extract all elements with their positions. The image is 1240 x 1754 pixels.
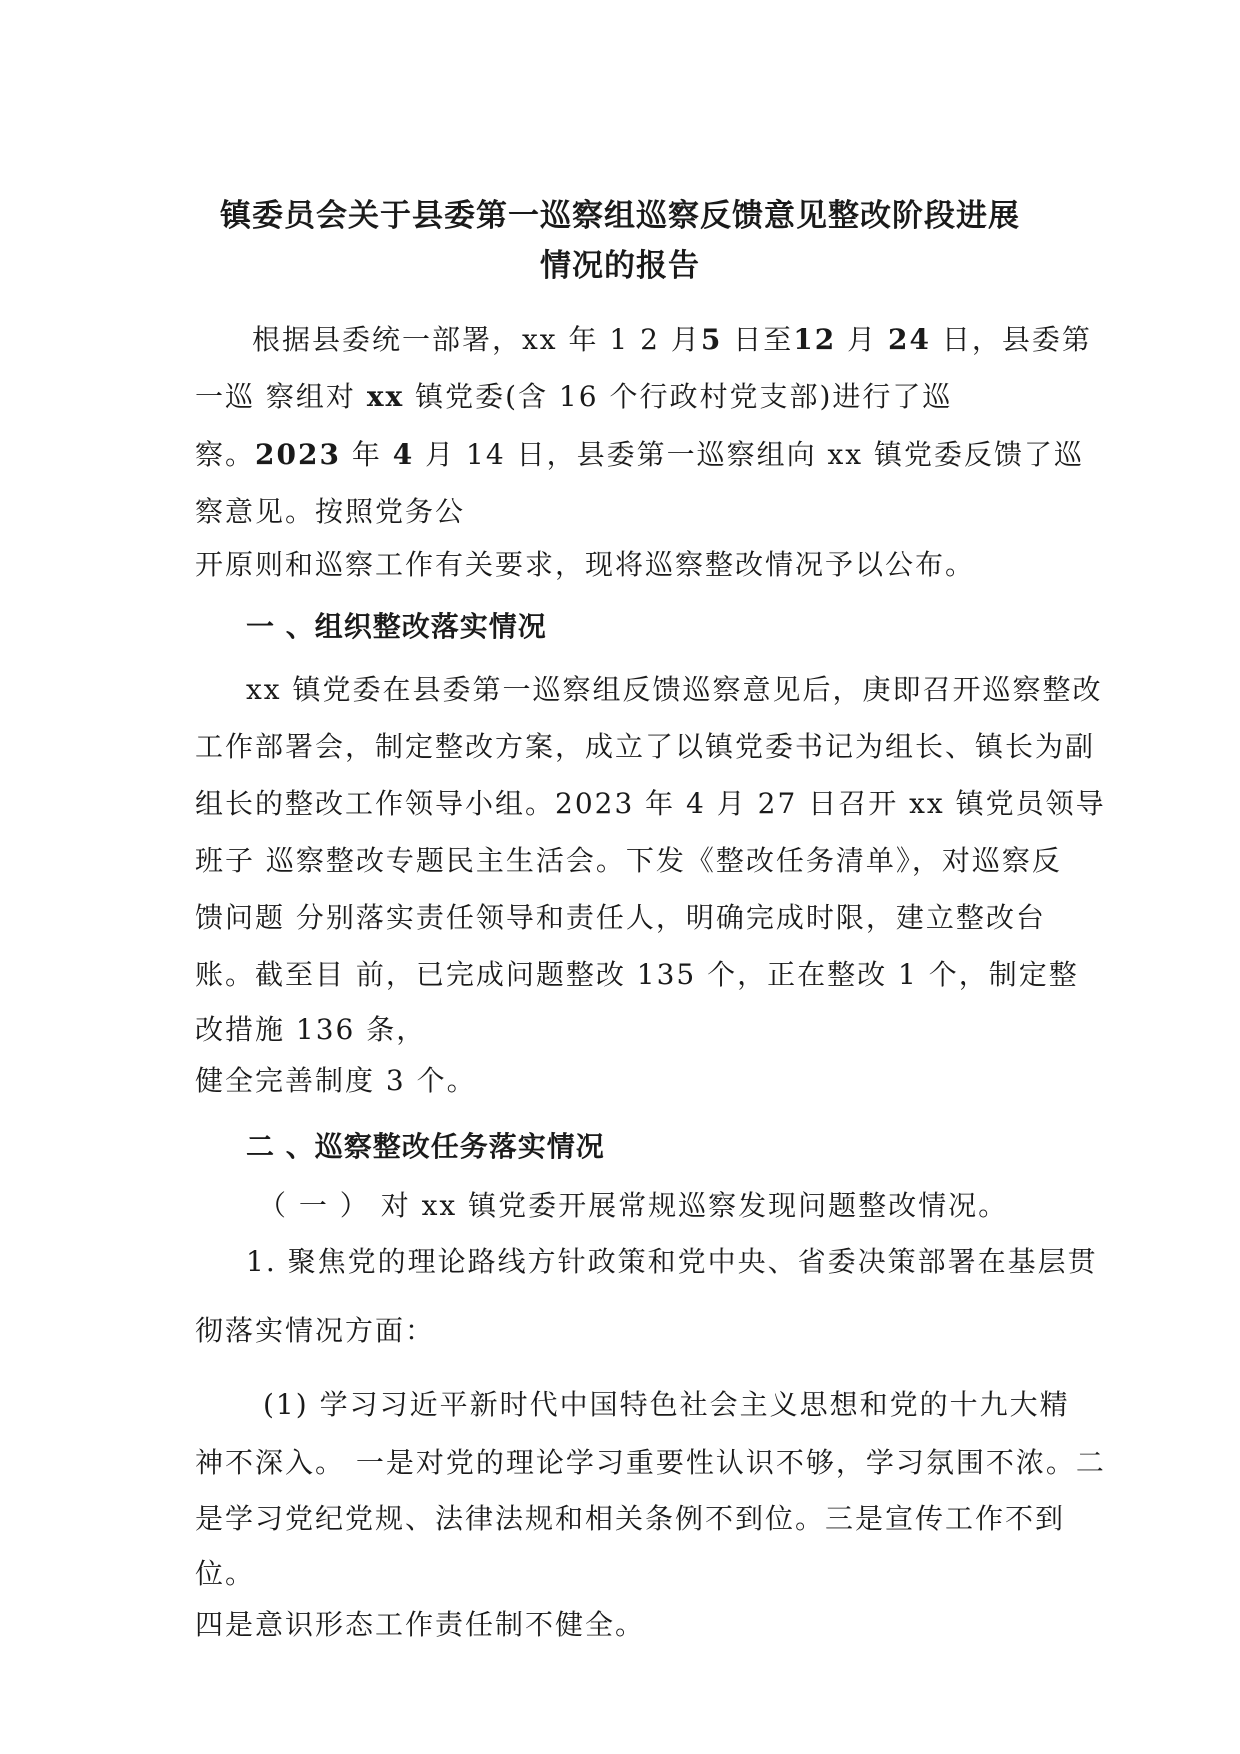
point-1-line-1: (1) 学习习近平新时代中国特色社会主义思想和党的十九大精 — [263, 1388, 1070, 1421]
intro-text: 2023 — [255, 438, 341, 471]
intro-text: 4 — [392, 438, 415, 471]
section-1-line-8: 健全完善制度 3 个。 — [195, 1064, 477, 1097]
section-2-item-1-line-2: 彻落实情况方面： — [195, 1314, 436, 1347]
section-1-line-4: 班子 巡察整改专题民主生活会。下发《整改任务清单》，对巡察反 — [195, 844, 1062, 877]
intro-text: 12 — [793, 323, 837, 356]
section-1-line-6: 账。截至目 前，已完成问题整改 135 个，正在整改 1 个，制定整 — [195, 958, 1079, 991]
section-1-line-3: 组长的整改工作领导小组。2023 年 4 月 27 日召开 xx 镇党员领导 — [195, 787, 1106, 820]
intro-text: 镇党委(含 16 个行政村党支部)进行了巡 — [404, 380, 953, 413]
point-1-line-4: 位。 — [195, 1557, 256, 1590]
intro-text: xx — [366, 380, 405, 413]
document-title-line-2: 情况的报告 — [540, 248, 700, 284]
point-1-line-5: 四是意识形态工作责任制不健全。 — [195, 1608, 646, 1641]
intro-line-2 — [195, 375, 952, 415]
section-1-line-5: 馈问题 分别落实责任领导和责任人，明确完成时限，建立整改台 — [195, 901, 1046, 934]
intro-text: 月 — [836, 323, 889, 356]
intro-text: 24 — [888, 323, 931, 356]
intro-text: 察。 — [195, 438, 256, 471]
intro-text: 月 14 日，县委第一巡察组向 xx 镇党委反馈了巡 — [414, 438, 1084, 471]
section-1-line-1: xx 镇党委在县委第一巡察组反馈巡察意见后，庚即召开巡察整改 — [246, 673, 1103, 706]
intro-line-1 — [252, 318, 1092, 358]
section-2-sub-1: （ 一 ） 对 xx 镇党委开展常规巡察发现问题整改情况。 — [258, 1189, 1009, 1222]
point-1-line-3: 是学习党纪党规、法律法规和相关条例不到位。三是宣传工作不到 — [195, 1502, 1066, 1535]
intro-line-4: 察意见。按照党务公 — [195, 495, 466, 528]
section-1-heading: 一 、组织整改落实情况 — [246, 610, 547, 643]
intro-text: 5 — [700, 323, 723, 356]
section-2-heading: 二 、巡察整改任务落实情况 — [246, 1130, 605, 1163]
intro-line-3 — [195, 433, 1084, 473]
intro-text: 根据县委统一部署， — [252, 323, 523, 356]
section-1-line-7: 改措施 136 条， — [195, 1013, 427, 1046]
intro-text: 一巡 察组对 — [195, 380, 367, 413]
section-1-line-2: 工作部署会，制定整改方案，成立了以镇党委书记为组长、镇长为副 — [195, 730, 1096, 763]
document-title-line-1: 镇委员会关于县委第一巡察组巡察反馈意见整改阶段进展 — [220, 198, 1020, 234]
intro-text: 年 — [340, 438, 393, 471]
intro-line-5: 开原则和巡察工作有关要求，现将巡察整改情况予以公布。 — [195, 548, 976, 581]
section-2-item-1-line-1: 1. 聚焦党的理论路线方针政策和党中央、省委决策部署在基层贯 — [246, 1245, 1098, 1278]
intro-text: xx 年 1 2 月 — [522, 323, 701, 356]
intro-text: 日，县委第 — [930, 323, 1092, 356]
intro-text: 日至 — [722, 323, 794, 356]
point-1-line-2: 神不深入。 一是对党的理论学习重要性认识不够，学习氛围不浓。二 — [195, 1446, 1106, 1479]
